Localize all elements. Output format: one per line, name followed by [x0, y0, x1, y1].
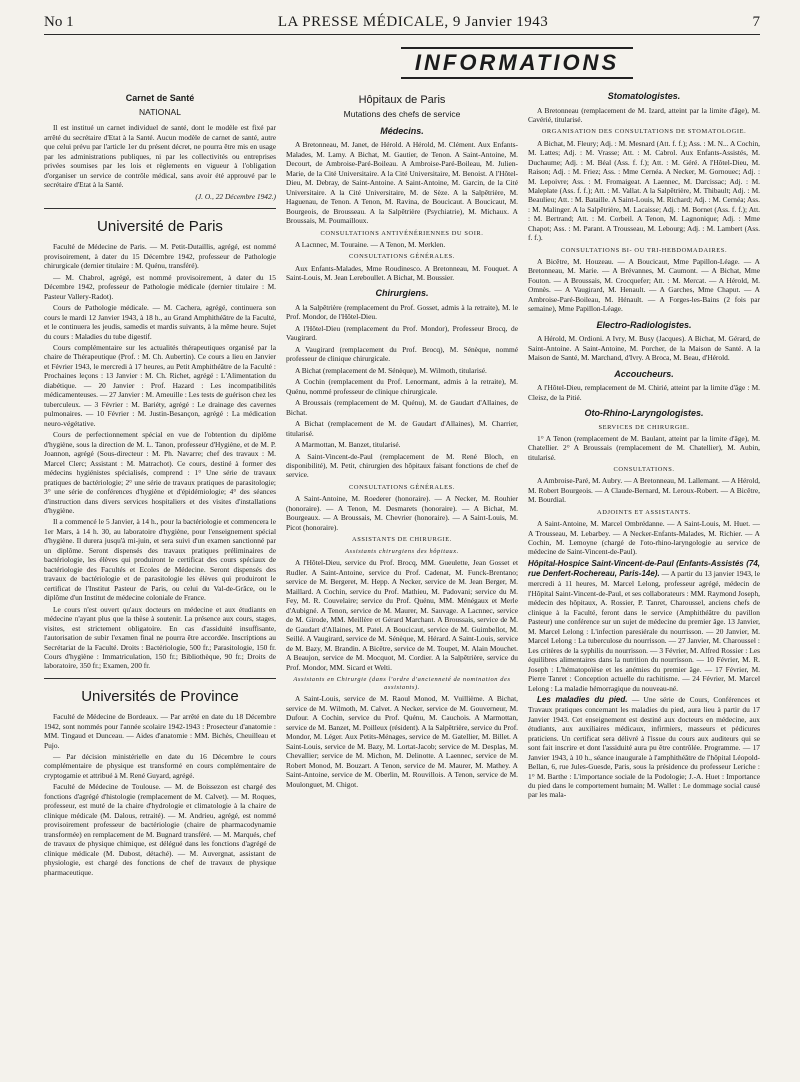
consult-gen2-list: A Saint-Antoine, M. Roederer (honoraire). — A Necker, M. Rouhier (honoraire). — A Tenon, M. Desmarets (honoraire). — A Bichat, M. Bourgeaux. — A Broussais, M. Chevrier (honoraire). — A Saint-Louis, M. Picot (honoraire).: [286, 494, 518, 532]
stoma-heading: Stomatologistes.: [607, 91, 681, 101]
pied-text: — Une série de Cours, Conférences et Travaux pratiques concernant les maladies du pied, aura lieu à partir du 17 Janvier 1943. Cet enseignement est destiné aux docteurs en médecine, aux étudiants, aux auxiliaires médicaux, infirmiers, masseurs et pédicures praticiens. Un certificat sera délivré à l'issue du cours aux auditeurs qui se sont fait inscrire et dont l'assiduité aura pu être contrôlée. Programme. — 17 Janvier 1943, à 10 h., séance inaugurale à l'amphithéâtre de l'hôpital Léopold-Bellan, 6, rue Jules-Guesde, Paris, sous la présidence du professeur Leriche : 1° M. Barthe : L'importance sociale de la Podologie; J.-A. Huet : Importance du pied dans le comportement humain; M. Wallet : Le dommage social causé par les mala-: [528, 695, 760, 800]
chir-item: A l'Hôtel-Dieu (remplacement du Prof. Mondor), Professeur Brocq, de Vaugirard.: [286, 323, 518, 343]
univ-paris-para: Le cours n'est ouvert qu'aux docteurs en médecine et aux étudiants en médecine n'ayant plus que la thèse à soutenir. La présence aux cours, stages, visites, est strictement obligatoire. En cas d'assiduité insuffisante, l'autorisation de subir l'examen final ne pourra être accordée. Inscriptions au Secrétariat de la Faculté. Droits : Bactériologie, 500 fr.; Parasitologie, 150 fr. Cours d'hygiène : Immatriculation, 150 fr.; Bibliothèque, 90 fr.; Droits de laboratoire, 350 fr.; Examen, 200 fr.: [44, 604, 276, 671]
consult-anti-list: A Lacnnec, M. Touraine. — A Tenon, M. Merklen.: [295, 239, 446, 249]
chir-item: A Bichat (remplacement de M. Sénèque), M. Wilmoth, titularisé.: [295, 365, 487, 375]
chir-item: A Broussais (remplacement de M. Quénu), M. de Gaudart d'Allaines, de Bichat.: [286, 398, 518, 417]
consult-gen2-heading: CONSULTATIONS GÉNÉRALES.: [349, 483, 455, 491]
consult-gen-list: Aux Enfants-Malades, Mme Roudinesco. A Bretonneau, M. Fouquet. A Saint-Louis, M. Jean Lereboullet. A Bichat, M. Boussier.: [286, 263, 518, 282]
section-masthead: [274, 47, 760, 79]
stoma-org-list: A Bichat, M. Fleury; Adj. : M. Mesnard (Att. f. f.); Ass. : M. N... A Cochin, M. Lattes; Adj. : M. Vrasse; Att. : M. Cabrol. Aux Enfants-Assistés, M. Duchaume; Adj. : M. Béal (Ass. f. f.); Att. : M. Géré. A l'Hôtel-Dieu, M. Raison; Adj. : M. Friez; Ass. : Mme Cernéa. A Necker, M. Gornouec; Adj. : M. Lepoivre; Ass. : M. Fromaigeat. A Laennec, M. Darcissac; Adj. : M. Maleplate (Ass. f. f.); Att. : M. Vallat. A la Salpêtrière, M. Thibault; Adj. : M. Beaulieu; Att. : M. Bataille. A Saint-Louis, M. Richard; Adj. : M. Cernéa; Ass. : M. Malinger. A la Salpêtrière, M. Lacaisse; Adj. : M. Bornet (Ass. f. f.); Att. : M. Bertrand; Att. : M. Corbeil. A Tenon, M. Lagnonique; Adj. : Mme Chapot; Ass. : M. Parant. A Trousseau, M. Lebourg; Adj. : M. Lambert (Ass. f. f.).: [528, 138, 760, 243]
assistants-heading: ASSISTANTS DE CHIRURGIE.: [352, 536, 452, 544]
assistants2-list: A Saint-Louis, service de M. Raoul Monod, M. Vuillième. A Bichat, service de M. Wilmoth, M. Calvet. A Necker, service de M. Gouverneur, M. Dufour. A Cochin, service du Prof. Quénu, M. Cauchois. A Marmottan, service de M. Banzet, M. Poilleux (résident). A la Salpêtrière, service du Prof. Mondor, M. Léger. Aux Petits-Ménages, service de M. Gatellier, M. Billet. A Saint-Louis, service de M. Bazy, M. Lortat-Jacob; service de M. Desplas, M. Chevallier; service de M. Michon, M. Delinotte. A Laennec, service de M. Robert Monod, M. Bouzart. A Tenon, service de M. Maurer, M. Mathey. A Saint-Antoine, service de M. Oberlin, M. Rouvillois. A Tenon, service de M. Moulonguet, M. Chigot.: [286, 694, 518, 789]
pied-heading: Les maladies du pied.: [537, 695, 628, 705]
univ-paris-para: — M. Chabrol, agrégé, est nommé provisoirement, à dater du 15 Décembre 1942, professeur de Pathologie médicale (dernier titulaire : M. Pasteur Vallery-Radot).: [44, 272, 276, 301]
page-number: 7: [752, 14, 760, 30]
assistants-list: A l'Hôtel-Dieu, service du Prof. Brocq, MM. Gueulette, Jean Gosset et Rudler. A Saint-Antoine, service du Prof. Cadenat, M. Funck-Brentano; service de M. Bergeret, M. Hepp. A Necker, service de M. Jean Berger, M. Maillard. A Cochin, service du Prof. Mathieu, M. Padovani; service du M. Fey, M. R. Couvelaire; service du Prof. Quénu, MM. Ménégaux et Merle d'Aubigné. A Tenon, service de M. Maurer, M. Sauvage. A Lacnnec, service de M. Girode, MM. Meillère et Gérard Marchant. A Broussais, service de M. de Gaudart d'Allaines, M. Patel. A Boucicaut, service de M. Guimbellot, M. Seillé. A Vaugirard, service de M. Sénèque, M. Hérard. A Saint-Louis, service de M. Bazy, M. Brandin. A Bicêtre, service de M. Toupet, M. Alain Mouchet. A Beaujon, service de M. Mocquot, M. Cordier. A la Salpêtrière, service du Prof. Mondor, MM. Sicard et Welti.: [286, 558, 518, 672]
hopitaux-heading: [286, 93, 518, 120]
carnet-body: Il est institué un carnet individuel de santé, dont le modèle est fixé par arrêté du secrétaire d'Etat à la Santé. Aucun modèle de carnet de santé, autre que celui prévu par l'article 1er du présent décret, ne pourra être mis en usage par les administrations publiques, ni par les collectivités ou entreprises privées soumises par les lois et règlements en vigueur à l'obligation d'organiser un service de contrôle médical, sans avoir été approuvé par le secrétaire d'Etat à la Santé.: [44, 123, 276, 190]
chir-item: A Vaugirard (remplacement du Prof. Brocq), M. Sénèque, nommé professeur de clinique chirurgicale.: [286, 344, 518, 364]
oto-subheading: SERVICES DE CHIRURGIE.: [598, 423, 690, 431]
svp-heading: Hôpital-Hospice Saint-Vincent-de-Paul (Enfants-Assistés (74, rue Denfert-Rochereau, Paris-14e).: [528, 558, 760, 579]
stoma-text: A Bretonneau (remplacement de M. Izard, atteint par la limite d'âge), M. Cavérié, titularisé.: [528, 105, 760, 124]
assistants-subheading: Assistants chirurgiens des hôpitaux.: [345, 548, 459, 556]
consult-bi-list: A Bicêtre, M. Houzeau. — A Boucicaut, Mme Papillon-Léage. — A Bretonneau, M. Marie. — A Brévannes, M. Caumont. — A Bichat, Mme Fouton. — A Broussais, M. Crocquefer; Att. : M. Mercat. — A Hérold, M. Omnès. — A Vaugirard, M. Henault. — A Garches, Mme Chaput. — A Ambroise-Paré-Boileau, M. Hénault. — A Forges-les-Bains (2 fois par semaine), Mme Papillon-Léage.: [528, 256, 760, 314]
consult-gen-heading: CONSULTATIONS GÉNÉRALES.: [349, 253, 455, 261]
carnet-source: (J. O., 22 Décembre 1942.): [195, 191, 276, 201]
column-right: [528, 85, 760, 879]
issue-number: No 1: [44, 14, 74, 30]
chir-item: A Marmottan, M. Banzet, titularisé.: [295, 440, 401, 450]
univ-paris-para: Il a commencé le 5 Janvier, à 14 h., pour la bactériologie et commencera le 1er Mars, à 14 h. 30, au laboratoire d'hygiène, pour l'enseignement spécial d'hygiène. Il durera jusqu'à mi-juin, et sera suivi d'un examen sanctionné par un diplôme. Seront dispensés des travaux pratiques préliminaires de bactériologie, les élèves qui produiront le certificat des cours spéciaux de bactériologie des Facultés et Ecoles de Médecine. Seront dispensés des travaux de bactériologie et de parasitologie les élèves qui produiront le certificat de l'Institut Pasteur de Paris, ou celui du Val-de-Grâce, ou le diplôme d'un Institut de médecine coloniale de France.: [44, 517, 276, 603]
consult-bi-heading: CONSULTATIONS BI- OU TRI-HEBDOMADAIRES.: [560, 246, 728, 254]
medecins-heading: Médecins.: [380, 125, 424, 136]
chirurgiens-heading: Chirurgiens.: [375, 288, 429, 299]
univ-prov-para: — Par décision ministérielle en date du 16 Décembre le cours complémentaire de physique est transformé en cours complémentaire de cryptogamie et attribué à M. René Guyard, agrégé.: [44, 752, 276, 780]
medecins-list: A Bretonneau, M. Janet, de Hérold. A Hérold, M. Clément. Aux Enfants-Malades, M. Lamy. A Bichat, M. Gautier, de Tenon. A Saint-Antoine, M. Decourt, de Ambroise-Paré-Boileau. A Ambroise-Paré-Boileau, M. Julien-Marie, de la Cité Universitaire. A la Cité Universitaire, M. Benoist. A l'Hôtel-Dieu, M. Debray, de Saint-Antoine. A Saint-Antoine, M. Garcin, de la Cité Universitaire. A la Cité Universitaire, M. de Sèze. A la Salpêtrière, M. Haguenau, de Tenon. A Tenon, M. Ravina, de Boucicaut. A Boucicaut, M. Bourgeois, de Brousseau. A la Salpêtrière (Psychiatrie), M. Michaux. A Broussais, M. Poumailloux.: [286, 140, 518, 226]
univ-prov-title: Universités de Province: [81, 687, 239, 705]
electro-list: A Hérold, M. Ordioni. A Ivry, M. Busy (Jacques). A Bichat, M. Gérard, de Saint-Antoine. A Saint-Antoine, M. Porcher, de la Maison de Santé. A la Maison de Santé, M. Marchand, d'Ivry. A Broca, M. Beau, d'Hérold.: [528, 334, 760, 363]
univ-paris-para: Cours de perfectionnement spécial en vue de l'obtention du diplôme d'hygiène, sous la direction de M. L. Tanon, professeur d'Hygiène, et de M. P. Joannon, agrégé (Sous-directeur : M. Ph. Navarre; chef des travaux : M. Marcel Clerc; Assistant : M. Matrachot). Ce cours, destiné à former des médecins hygiénistes spécialisés, comprend : 1° Une série de travaux pratiques de bactériologie; 2° une série de travaux pratiques de parasitologie; 3° une série de conférences d'hygiène et d'épidémiologie; 4° des séances d'instruction dans divers services hospitaliers et des visites d'installations d'hygiène.: [44, 430, 276, 515]
chir-item: A Saint-Vincent-de-Paul (remplacement de M. René Bloch, en disponibilité), M. Petit, chirurgien des hôpitaux faisant fonctions de chef de service.: [286, 451, 518, 480]
univ-paris-title: Université de Paris: [97, 218, 223, 236]
svp-text: — A partir du 13 janvier 1943, le mercredi à 11 heures, M. Marcel Lelong, professeur agrégé, médecin de l'Hôpital Saint-Vincent-de-Paul, et ses collaborateurs : MM. Raymond Joseph, médecin des hôpitaux, A. Rossier, P. Tanret, Charoussel, anciens chefs de clinique à la Faculté, feront dans le service (Amphithéâtre du pavillon Pasteur) une conférence sur un sujet de médecine du premier âge. 13 Janvier, M. Marcel Lelong : L'infection paresiérale du nourrisson. — 20 Janvier, M. Marcel Lelong : La tuberculose du nourrisson. — 27 Janvier, M. Charoussel : Les critères de la syphilis du nourrisson. — 3 Février, M. Alfred Rossier : Les équilibres alimentaires dans la nutrition du nourrisson. — 10 Février, M. R. Joseph : L'hématopoïèse et les anémies du premier âge. — 17 Février, M. Pierre Tanret : Conception actuelle du rachitisme. — 24 Février, M. Marcel Lelong : La maladie hémorragique du nouveau-né.: [528, 569, 760, 693]
accouch-text: A l'Hôtel-Dieu, remplacement de M. Chirié, atteint par la limite d'âge : M. Cleisz, de la Pitié.: [528, 383, 760, 402]
univ-paris-para: Cours de Pathologie médicale. — M. Cachera, agrégé, continuera son cours le mardi 12 Janvier 1943, à 18 h., au Grand Amphithéâtre de la Faculté, et le continuera les jeudis, samedis et mardis suivants, à la même heure. Sujet du cours : Maladies du tube digestif.: [44, 303, 276, 341]
pied-block: [528, 695, 760, 800]
hopitaux-title: Hôpitaux de Paris: [358, 94, 446, 106]
chir-item: A la Salpêtrière (remplacement du Prof. Gosset, admis à la retraite), M. le Prof. Mondor, de l'Hôtel-Dieu.: [286, 302, 518, 322]
univ-prov-para: Faculté de Médecine de Toulouse. — M. de Boissezon est chargé des fonctions d'agrégé d'histologie (remplacement de M. Calvet). — M. Roques, professeur, est muté de la chaire d'hydrologie et climatologie à la chaire de clinique médicale (M. Dalous, retraité). — M. Andrieu, agrégé, est nommé provisoirement professeur de bactériologie (chaire de pharmacodynamie transformée) en remplacement de M. Bugnard transféré. — M. Marqués, chef de travaux de physique chimique, est délégué dans les fonctions d'agrégé de clinique médicale (M. Dubost, détaché). — M. Auvergnat, assistant de physiologie, est chargé des fonctions de chef de travaux de physique pharmaceutique.: [44, 782, 276, 877]
hopitaux-subtitle: Mutations des chefs de service: [343, 109, 461, 120]
oto-consult-heading: CONSULTATIONS.: [613, 466, 675, 474]
oto-heading: Oto-Rhino-Laryngologistes.: [584, 408, 704, 419]
divider: [44, 678, 276, 679]
divider: [44, 208, 276, 209]
columns: [44, 85, 760, 879]
stoma-org-heading: ORGANISATION DES CONSULTATIONS DE STOMATOLOGIE.: [541, 128, 747, 136]
carnet-heading: [44, 93, 276, 117]
electro-heading: Electro-Radiologistes.: [596, 319, 692, 330]
running-header: [44, 14, 760, 35]
consult-anti-heading: CONSULTATIONS ANTIVÉNÉRIENNES DU SOIR.: [320, 229, 484, 237]
carnet-subtitle: NATIONAL: [139, 106, 181, 117]
chir-item: A Cochin (remplacement du Prof. Lenormant, admis à la retraite), M. Quénu, nommé professeur de clinique chirurgicale.: [286, 377, 518, 396]
univ-prov-para: Faculté de Médecine de Bordeaux. — Par arrêté en date du 18 Décembre 1942, sont nommés pour l'année scolaire 1942-1943 : Prosecteur d'anatomie : MM. Tingaud et Dunceau. — Aides d'anatomie : MM. Bichès, Cheuilleau et Pujo.: [44, 712, 276, 750]
oto-text: 1° A Tenon (remplacement de M. Baulant, atteint par la limite d'âge), M. Chatellier. 2° A Broussais (remplacement de M. Chatellier), M. Aubin, titularisé.: [528, 433, 760, 462]
adjoints-heading: ADJOINTS ET ASSISTANTS.: [597, 508, 691, 516]
accouch-heading: Accoucheurs.: [614, 368, 674, 379]
column-left: [44, 85, 276, 879]
oto-consult-list: A Ambroise-Paré, M. Aubry. — A Bretonneau, M. Lallemant. — A Hérold, M. Robert Bourgeois. — A Claude-Bernard, M. Leroux-Robert. — A Bicêtre, M. Bourdial.: [528, 476, 760, 505]
carnet-title: Carnet de Santé: [125, 93, 195, 103]
univ-paris-para: Faculté de Médecine de Paris. — M. Petit-Dutaillis, agrégé, est nommé provisoirement, à dater du 15 Décembre 1942, professeur de Pathologie chirurgicale (dernier titulaire : M. Quénu, transféré).: [44, 242, 276, 271]
masthead-title: INFORMATIONS: [401, 47, 633, 79]
chir-item: A Bichat (remplacement de M. de Gaudart d'Allaines), M. Charrier, titularisé.: [286, 419, 518, 438]
assistants2-subheading: Assistants en Chirurgie (dans l'ordre d'ancienneté de nomination des assistants).: [293, 676, 511, 692]
column-middle: [286, 85, 518, 879]
univ-paris-para: Cours complémentaire sur les actualités thérapeutiques organisé par la chaire de Thérapeutique (Prof. : M. Ch. Aubertin). Ce cours a lieu en Janvier et Février 1943, le mercredi à 17 heures, au Petit Amphithéâtre de la Faculté : Prochaines leçons : 13 Janvier : M. Ch. Richet, agrégé : L'Alimentation du diabétique. — 20 Janvier : Prof. Hazard : Les incompatibilités médicamenteuses. — 27 Janvier : M. Ameuille : Les tests de guérison chez les tuberculeux. — 3 Février : M. Bariéty, agrégé : Le drainage des cavernes pulmonaires. — 10 Février : M. Justin-Besançon, agrégé : La médication neuro-végétative.: [44, 343, 276, 428]
journal-title: LA PRESSE MÉDICALE, 9 Janvier 1943: [277, 14, 549, 30]
svp-block: [528, 559, 760, 693]
adjoints-list: A Saint-Antoine, M. Marcel Ombrédanne. — A Saint-Louis, M. Huet. — A Trousseau, M. Lebarbey. — A Necker-Enfants-Malades, M. Richier. — A Cochin, M. Lemoyne (chargé de l'oto-rhino-laryngologie au service de médecine de Saint-Vincent-de-Paul).: [528, 519, 760, 557]
